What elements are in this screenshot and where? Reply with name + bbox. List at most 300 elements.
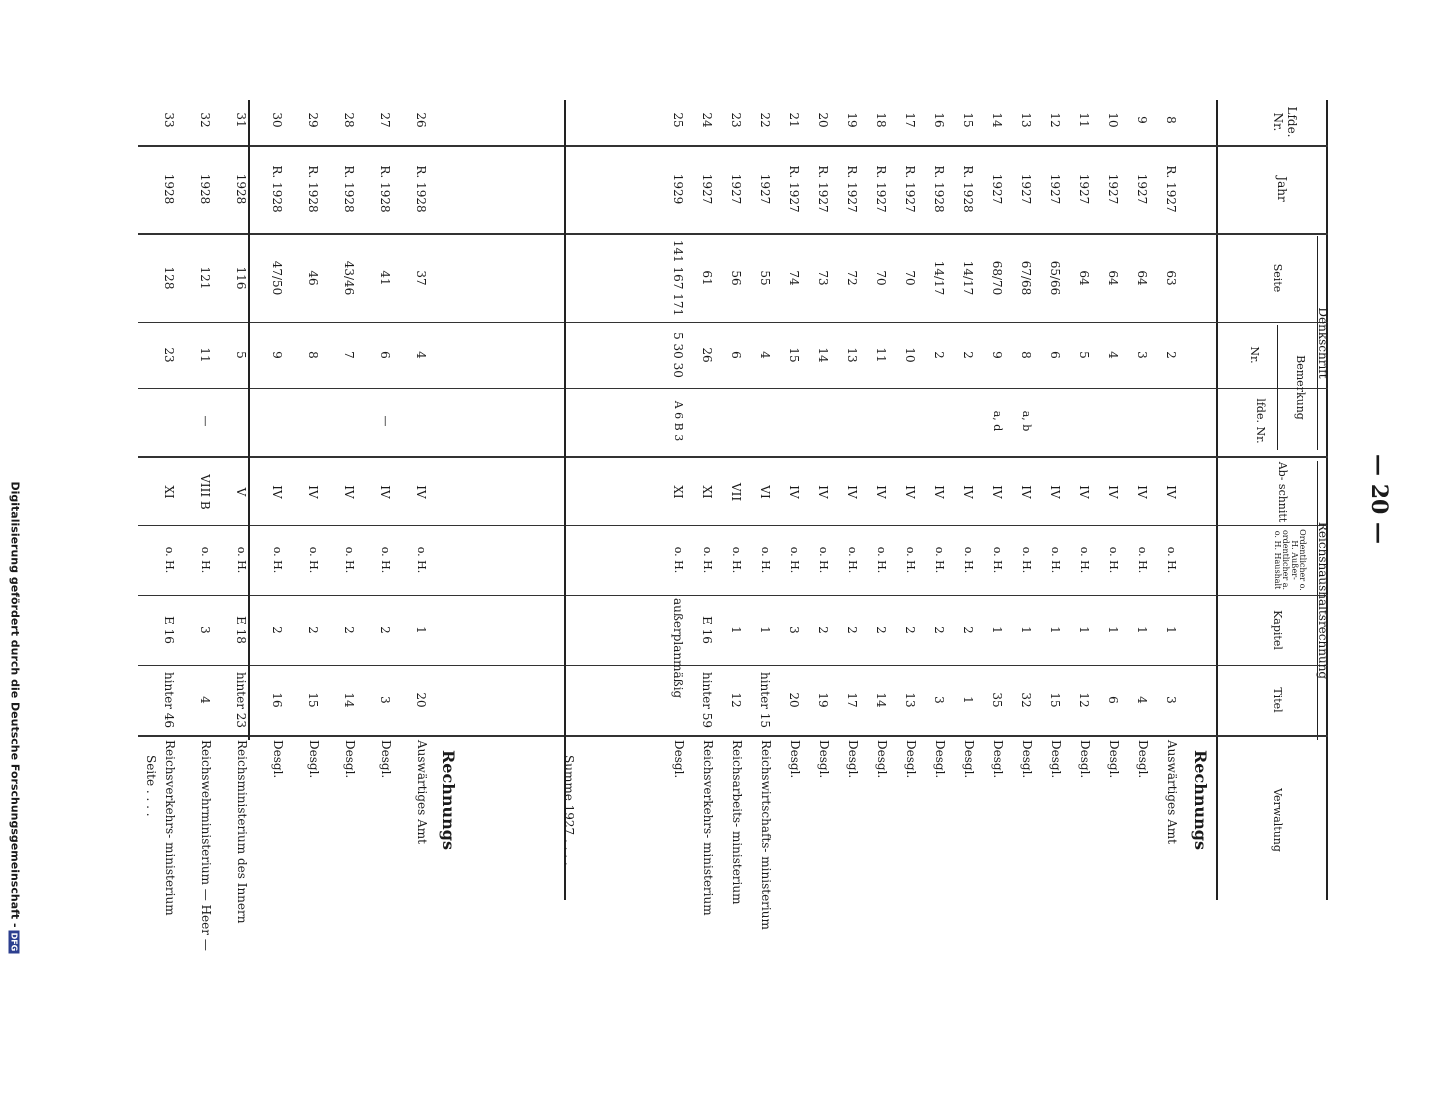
row-seite: 141 167 171 — [671, 239, 685, 317]
row-titel: hinter 23 — [234, 671, 248, 729]
row-verwaltung: Desgl. — [846, 740, 860, 779]
row-seite: 55 — [758, 270, 772, 286]
row-lfd-nr: 14 — [990, 112, 1004, 128]
row-lfd-nr: 29 — [306, 112, 320, 128]
row-seite: 14/17 — [961, 260, 975, 296]
row-seite: 61 — [700, 270, 714, 286]
row-lfd-nr: 32 — [198, 112, 212, 128]
row-abschnitt: IV — [414, 485, 428, 499]
row-seite: 14/17 — [932, 260, 946, 296]
row-haushalt: o. H. — [875, 546, 888, 574]
row-seite: 63 — [1164, 270, 1178, 286]
table-row — [1048, 100, 1062, 900]
row-bemerkung-lfd-nr — [845, 392, 859, 450]
row-verwaltung: Auswärtiges Amt — [415, 740, 429, 844]
row-bemerkung-nr: 4 — [758, 351, 772, 359]
row-haushalt: o. H. — [343, 546, 356, 574]
row-verwaltung: Desgl. — [672, 740, 686, 779]
row-kapitel: E 18 — [234, 616, 248, 644]
row-bemerkung-nr: 8 — [1019, 351, 1033, 359]
row-bemerkung-lfd-nr — [729, 392, 743, 450]
row-seite: 74 — [787, 270, 801, 286]
row-bemerkung-nr: 4 — [1106, 351, 1120, 359]
row-bemerkung-lfd-nr — [270, 392, 284, 450]
row-titel — [671, 668, 685, 732]
row-haushalt: o. H. — [199, 546, 212, 574]
header-denkschrift: Denkschrift — [1316, 307, 1330, 379]
row-haushalt: o. H. — [379, 546, 392, 574]
row-bemerkung-lfd-nr: a, d — [991, 410, 1004, 432]
row-jahr: R. 1927 — [845, 165, 859, 213]
row-jahr: R. 1928 — [306, 165, 320, 213]
row-kapitel: 3 — [198, 626, 212, 634]
header-haushalt: Ordentlicher o. H. Außer- ordentlicher a. o. H. Haushalt — [1272, 529, 1307, 591]
row-kapitel: 2 — [816, 626, 830, 634]
row-jahr: 1928 — [234, 173, 248, 205]
row-verwaltung: Reichsverkehrs- ministerium — [701, 740, 715, 916]
row-bemerkung-lfd-nr — [1164, 392, 1178, 450]
row-verwaltung: Reichsministerium des Innern — [235, 740, 249, 924]
table-row — [306, 100, 320, 900]
table-row — [342, 100, 356, 900]
row-kapitel: 2 — [342, 626, 356, 634]
row-verwaltung: Desgl. — [904, 740, 918, 779]
row-verwaltung: Reichsverkehrs- ministerium — [163, 740, 177, 916]
row-bemerkung-nr: 4 — [414, 351, 428, 359]
row-bemerkung-lfd-nr — [787, 392, 801, 450]
table-row — [903, 100, 917, 900]
row-haushalt: o. H. — [788, 546, 801, 574]
row-bemerkung-nr: 5 — [234, 351, 248, 359]
row-bemerkung-lfd-nr — [1048, 392, 1062, 450]
row-seite: 64 — [1106, 270, 1120, 286]
header-jahr: Jahr — [1275, 176, 1289, 202]
row-jahr: 1927 — [758, 173, 772, 205]
table-row — [758, 100, 773, 930]
row-jahr: 1927 — [700, 173, 714, 205]
row-seite: 47/50 — [270, 260, 284, 296]
header-kapitel: Kapitel — [1271, 610, 1284, 650]
row-abschnitt: IV — [816, 485, 830, 499]
row-seite: 72 — [845, 270, 859, 286]
row-verwaltung: Desgl. — [1078, 740, 1092, 779]
row-kapitel: außerplanmäßig — [671, 598, 685, 699]
row-abschnitt: IV — [787, 485, 801, 499]
header-lfd-nr: Lfde. Nr. — [1271, 106, 1299, 138]
row-verwaltung: Desgl. — [875, 740, 889, 779]
row-jahr: 1927 — [990, 173, 1004, 205]
row-titel: 13 — [903, 692, 917, 708]
row-haushalt: o. H. — [759, 546, 772, 574]
row-kapitel: 1 — [758, 626, 772, 634]
row-haushalt: o. H. — [307, 546, 320, 574]
row-bemerkung-lfd-nr — [758, 392, 772, 450]
row-seite: 70 — [903, 270, 917, 286]
row-haushalt: o. H. — [701, 546, 714, 574]
row-lfd-nr: 19 — [845, 112, 859, 128]
row-titel: 17 — [845, 692, 859, 708]
table-row — [1019, 100, 1033, 900]
dfg-logo: DFG — [9, 932, 19, 952]
row-bemerkung-nr: 6 — [1048, 351, 1062, 359]
row-titel: 20 — [787, 692, 801, 708]
row-verwaltung: Desgl. — [962, 740, 976, 779]
row-lfd-nr: 8 — [1164, 116, 1178, 124]
row-jahr: 1929 — [671, 173, 685, 205]
row-lfd-nr: 27 — [378, 112, 392, 128]
section-2-divider — [248, 100, 250, 740]
table-row — [932, 100, 946, 900]
row-verwaltung: Reichsarbeits- ministerium — [730, 740, 744, 905]
row-bemerkung-nr: 5 — [1077, 351, 1091, 359]
row-haushalt: o. H. — [1078, 546, 1091, 574]
row-titel: 12 — [1077, 692, 1091, 708]
row-kapitel: 1 — [1135, 626, 1149, 634]
row-bemerkung-lfd-nr — [1135, 392, 1149, 450]
row-verwaltung: Reichswirtschafts- ministerium — [759, 740, 773, 930]
row-verwaltung: Auswärtiges Amt — [1165, 740, 1179, 844]
row-kapitel: 1 — [414, 626, 428, 634]
row-abschnitt: IV — [903, 485, 917, 499]
row-lfd-nr: 13 — [1019, 112, 1033, 128]
row-seite: 37 — [414, 270, 428, 286]
table-row — [845, 100, 859, 900]
row-jahr: R. 1928 — [961, 165, 975, 213]
row-abschnitt: XI — [162, 485, 176, 499]
row-jahr: 1927 — [1048, 173, 1062, 205]
row-titel: hinter 59 — [700, 671, 714, 729]
row-titel: 1 — [961, 696, 975, 704]
row-bemerkung-nr: 11 — [874, 347, 888, 363]
row-bemerkung-lfd-nr — [816, 392, 830, 450]
row-titel: 12 — [729, 692, 743, 708]
row-kapitel: 1 — [1077, 626, 1091, 634]
row-bemerkung-lfd-nr — [961, 392, 975, 450]
table-row — [787, 100, 801, 900]
row-seite: 67/68 — [1019, 260, 1033, 296]
row-haushalt: o. H. — [817, 546, 830, 574]
row-verwaltung: Desgl. — [817, 740, 831, 779]
row-abschnitt: IV — [961, 485, 975, 499]
header-seite: Seite — [1271, 263, 1284, 293]
row-abschnitt: IV — [1048, 485, 1062, 499]
row-bemerkung-nr: 7 — [342, 351, 356, 359]
row-seite: 41 — [378, 270, 392, 286]
row-seite: 68/70 — [990, 260, 1004, 296]
row-lfd-nr: 9 — [1135, 116, 1149, 124]
row-kapitel: 1 — [990, 626, 1004, 634]
row-kapitel: 1 — [1048, 626, 1062, 634]
table-row — [378, 100, 392, 900]
row-lfd-nr: 22 — [758, 112, 772, 128]
row-seite: 128 — [162, 266, 176, 290]
row-kapitel: 2 — [845, 626, 859, 634]
header-bottom-rule — [1216, 100, 1218, 900]
header-abschnitt: Ab- schnitt — [1276, 461, 1289, 523]
row-seite: 43/46 — [342, 260, 356, 296]
row-seite: 121 — [198, 266, 212, 290]
header-bem-lfd-nr: lfde. Nr. — [1254, 398, 1267, 444]
row-haushalt: o. H. — [730, 546, 743, 574]
row-jahr: 1927 — [1106, 173, 1120, 205]
row-bemerkung-nr: 9 — [990, 351, 1004, 359]
row-abschnitt: IV — [378, 485, 392, 499]
row-bemerkung-lfd-nr — [1077, 392, 1091, 450]
row-jahr: R. 1927 — [874, 165, 888, 213]
row-verwaltung: Desgl. — [1049, 740, 1063, 779]
row-haushalt: o. H. — [1020, 546, 1033, 574]
side-credit — [9, 482, 22, 1112]
row-haushalt: o. H. — [962, 546, 975, 574]
table-row — [234, 100, 249, 924]
row-verwaltung: Desgl. — [307, 740, 321, 779]
row-kapitel: 2 — [932, 626, 946, 634]
row-bemerkung-lfd-nr: a, b — [1020, 410, 1033, 432]
row-seite: 65/66 — [1048, 260, 1062, 296]
row-titel: 20 — [414, 692, 428, 708]
row-haushalt: o. H. — [235, 546, 248, 574]
row-lfd-nr: 10 — [1106, 112, 1120, 128]
row-lfd-nr: 31 — [234, 112, 248, 128]
row-bemerkung-lfd-nr: A 6 B 3 — [672, 400, 685, 442]
row-kapitel: 2 — [874, 626, 888, 634]
row-bemerkung-lfd-nr — [414, 392, 428, 450]
row-jahr: 1927 — [1135, 173, 1149, 205]
row-verwaltung: Desgl. — [343, 740, 357, 779]
row-bemerkung-lfd-nr — [306, 392, 320, 450]
table-row — [671, 100, 685, 900]
row-haushalt: o. H. — [846, 546, 859, 574]
row-seite: 46 — [306, 270, 320, 286]
row-lfd-nr: 24 — [700, 112, 714, 128]
row-jahr: R. 1928 — [270, 165, 284, 213]
row-jahr: R. 1927 — [787, 165, 801, 213]
row-verwaltung: Desgl. — [1107, 740, 1121, 779]
row-seite: 56 — [729, 270, 743, 286]
row-seite: 116 — [234, 266, 248, 290]
row-lfd-nr: 18 — [874, 112, 888, 128]
row-abschnitt: IV — [1135, 485, 1149, 499]
row-kapitel: 1 — [1019, 626, 1033, 634]
row-bemerkung-nr: 2 — [932, 351, 946, 359]
row-bemerkung-nr: 13 — [845, 347, 859, 363]
table-row — [1077, 100, 1091, 900]
row-bemerkung-nr: 15 — [787, 347, 801, 363]
row-haushalt: o. H. — [415, 546, 428, 574]
row-titel: 3 — [932, 696, 946, 704]
row-seite: 70 — [874, 270, 888, 286]
row-jahr: 1927 — [729, 173, 743, 205]
row-lfd-nr: 12 — [1048, 112, 1062, 128]
row-haushalt: o. H. — [1049, 546, 1062, 574]
row-bemerkung-lfd-nr — [903, 392, 917, 450]
row-haushalt: o. H. — [1107, 546, 1120, 574]
row-kapitel: 3 — [787, 626, 801, 634]
row-abschnitt: IV — [1164, 485, 1178, 499]
row-bemerkung-nr: 3 — [1135, 351, 1149, 359]
header-bem-nr: Nr. — [1248, 346, 1261, 364]
row-abschnitt: VII — [729, 482, 743, 502]
row-titel: 14 — [342, 692, 356, 708]
row-titel: 16 — [270, 692, 284, 708]
seite-footer: Seite . . . . — [144, 755, 158, 817]
table-row — [414, 100, 428, 900]
row-haushalt: o. H. — [933, 546, 946, 574]
row-titel: 32 — [1019, 692, 1033, 708]
rotated-table — [138, 100, 1330, 951]
row-verwaltung: Desgl. — [271, 740, 285, 779]
row-lfd-nr: 25 — [671, 112, 685, 128]
row-bemerkung-nr: 10 — [903, 347, 917, 363]
row-kapitel: 1 — [1106, 626, 1120, 634]
row-lfd-nr: 28 — [342, 112, 356, 128]
row-kapitel: 2 — [306, 626, 320, 634]
row-lfd-nr: 11 — [1077, 112, 1091, 128]
row-kapitel: E 16 — [700, 616, 714, 644]
header-bemerkung: Bemerkung — [1294, 355, 1307, 420]
row-bemerkung-nr: 5 30 30 — [671, 332, 685, 378]
header-verwaltung: Verwaltung — [1271, 788, 1284, 852]
row-bemerkung-lfd-nr: — — [199, 415, 212, 427]
row-haushalt: o. H. — [1165, 546, 1178, 574]
row-bemerkung-nr: 2 — [961, 351, 975, 359]
row-bemerkung-nr: 6 — [378, 351, 392, 359]
table-row — [1164, 100, 1178, 900]
row-jahr: 1928 — [162, 173, 176, 205]
table-row — [816, 100, 830, 900]
row-abschnitt: IV — [932, 485, 946, 499]
row-bemerkung-nr: 9 — [270, 351, 284, 359]
row-lfd-nr: 21 — [787, 112, 801, 128]
header-titel: Titel — [1271, 687, 1284, 713]
row-kapitel: 2 — [903, 626, 917, 634]
row-titel: 35 — [990, 692, 1004, 708]
row-verwaltung: Desgl. — [991, 740, 1005, 779]
row-bemerkung-lfd-nr — [1106, 392, 1120, 450]
row-abschnitt: VI — [758, 485, 772, 499]
table-row — [961, 100, 975, 900]
table-row — [990, 100, 1004, 900]
section-title-2: Rechnungs — [439, 750, 458, 850]
row-kapitel: 2 — [378, 626, 392, 634]
row-titel: 3 — [1164, 696, 1178, 704]
row-kapitel: E 16 — [162, 616, 176, 644]
row-bemerkung-lfd-nr: — — [379, 415, 392, 427]
row-abschnitt: XI — [700, 485, 714, 499]
row-abschnitt: IV — [270, 485, 284, 499]
row-lfd-nr: 26 — [414, 112, 428, 128]
row-verwaltung: Desgl. — [1136, 740, 1150, 779]
row-seite: 64 — [1135, 270, 1149, 286]
row-bemerkung-nr: 26 — [700, 347, 714, 363]
row-jahr: 1928 — [198, 173, 212, 205]
summe-1927: Summe 1927 . . . . — [562, 755, 576, 866]
row-jahr: 1927 — [1077, 173, 1091, 205]
row-kapitel: 1 — [1164, 626, 1178, 634]
row-kapitel: 2 — [961, 626, 975, 634]
section-title-1: Rechnungs — [1191, 750, 1210, 850]
row-jahr: R. 1928 — [378, 165, 392, 213]
row-lfd-nr: 16 — [932, 112, 946, 128]
row-titel: 15 — [1048, 692, 1062, 708]
row-bemerkung-nr: 8 — [306, 351, 320, 359]
row-haushalt: o. H. — [271, 546, 284, 574]
row-abschnitt: IV — [1019, 485, 1033, 499]
row-bemerkung-lfd-nr — [162, 392, 176, 450]
table-row — [270, 100, 284, 900]
row-verwaltung: Desgl. — [933, 740, 947, 779]
row-titel: 4 — [198, 696, 212, 704]
row-jahr: R. 1928 — [414, 165, 428, 213]
row-titel: 6 — [1106, 696, 1120, 704]
table-row — [1106, 100, 1120, 900]
row-verwaltung: Desgl. — [788, 740, 802, 779]
row-titel: 14 — [874, 692, 888, 708]
row-bemerkung-lfd-nr — [234, 392, 248, 450]
table-row — [874, 100, 888, 900]
row-haushalt: o. H. — [904, 546, 917, 574]
row-titel: 15 — [306, 692, 320, 708]
row-verwaltung: Desgl. — [379, 740, 393, 779]
row-titel: 19 — [816, 692, 830, 708]
row-abschnitt: IV — [1106, 485, 1120, 499]
row-bemerkung-nr: 11 — [198, 347, 212, 363]
row-bemerkung-lfd-nr — [342, 392, 356, 450]
row-kapitel: 1 — [729, 626, 743, 634]
row-haushalt: o. H. — [672, 546, 685, 574]
side-credit-text: Digitalisierung gefördert durch die Deutsche Forschungsgemeinschaft - — [8, 481, 22, 928]
row-titel: 4 — [1135, 696, 1149, 704]
row-verwaltung: Reichswehrministerium — Heer — — [199, 740, 213, 951]
row-seite: 64 — [1077, 270, 1091, 286]
table-row — [1135, 100, 1149, 900]
row-lfd-nr: 15 — [961, 112, 975, 128]
row-abschnitt: IV — [990, 485, 1004, 499]
row-abschnitt: IV — [306, 485, 320, 499]
row-abschnitt: IV — [845, 485, 859, 499]
row-lfd-nr: 23 — [729, 112, 743, 128]
table-row — [700, 100, 715, 916]
row-haushalt: o. H. — [163, 546, 176, 574]
row-bemerkung-lfd-nr — [700, 392, 714, 450]
row-abschnitt: XI — [671, 485, 685, 499]
row-jahr: R. 1927 — [1164, 165, 1178, 213]
row-verwaltung: Desgl. — [1020, 740, 1034, 779]
row-abschnitt: V — [234, 487, 248, 497]
row-bemerkung-lfd-nr — [874, 392, 888, 450]
row-bemerkung-nr: 14 — [816, 347, 830, 363]
row-bemerkung-nr: 23 — [162, 347, 176, 363]
row-lfd-nr: 33 — [162, 112, 176, 128]
table-row — [198, 100, 213, 951]
row-abschnitt: IV — [874, 485, 888, 499]
row-haushalt: o. H. — [991, 546, 1004, 574]
row-bemerkung-lfd-nr — [932, 392, 946, 450]
page-number: — 20 — — [1365, 454, 1392, 544]
row-titel: 3 — [378, 696, 392, 704]
row-abschnitt: IV — [1077, 485, 1091, 499]
row-bemerkung-nr: 2 — [1164, 351, 1178, 359]
row-jahr: R. 1928 — [342, 165, 356, 213]
table-row — [729, 100, 744, 905]
header-reichshaushaltsrechnung: Reichshaushaltsrechnung — [1316, 521, 1330, 680]
row-titel: hinter 46 — [162, 671, 176, 729]
row-lfd-nr: 17 — [903, 112, 917, 128]
row-jahr: R. 1928 — [932, 165, 946, 213]
row-jahr: 1927 — [1019, 173, 1033, 205]
row-jahr: R. 1927 — [816, 165, 830, 213]
row-haushalt: o. H. — [1136, 546, 1149, 574]
